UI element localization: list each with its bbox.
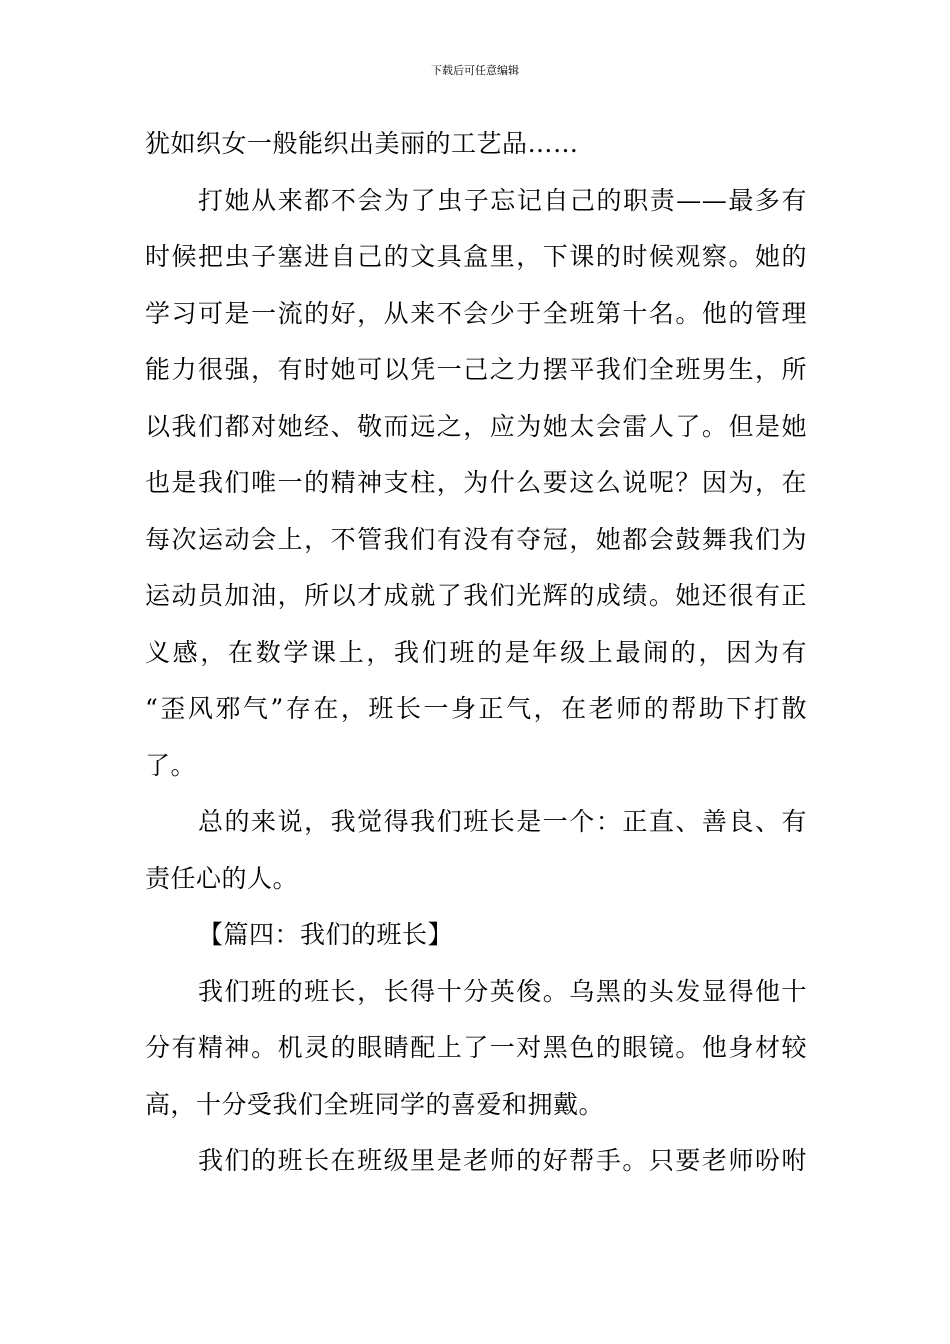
section-heading: 【篇四：我们的班长】 xyxy=(198,920,454,949)
text-line: 时候把虫子塞进自己的文具盒里，下课的时候观察。她的 xyxy=(145,242,807,271)
document-body xyxy=(145,116,807,1190)
text-line: 分有精神。机灵的眼睛配上了一对黑色的眼镜。他身材较 xyxy=(145,1033,807,1062)
text-line: 也是我们唯一的精神支柱，为什么要这么说呢？因为，在 xyxy=(145,468,807,497)
text-line: 高，十分受我们全班同学的喜爱和拥戴。 xyxy=(145,1089,605,1119)
text-line: 总的来说，我觉得我们班长是一个：正直、善良、有 xyxy=(198,807,807,836)
text-line: “歪风邪气”存在，班长一身正气，在老师的帮助下打散 xyxy=(145,694,807,723)
text-line: 了。 xyxy=(145,750,197,780)
text-line: 以我们都对她经、敬而远之，应为她太会雷人了。但是她 xyxy=(145,411,807,441)
text-line: 责任心的人。 xyxy=(145,863,299,893)
text-line: 能力很强，有时她可以凭一己之力摆平我们全班男生，所 xyxy=(145,355,807,384)
text-line: 每次运动会上，不管我们有没有夺冠，她都会鼓舞我们为 xyxy=(145,524,807,554)
text-line: 犹如织女一般能织出美丽的工艺品…… xyxy=(145,129,579,158)
page-header: 下载后可任意编辑 xyxy=(431,64,519,77)
text-line: 我们班的班长，长得十分英俊。乌黑的头发显得他十 xyxy=(198,976,807,1006)
text-line: 运动员加油，所以才成就了我们光辉的成绩。她还很有正 xyxy=(145,581,807,610)
text-line: 义感，在数学课上，我们班的是年级上最闹的，因为有 xyxy=(145,637,807,667)
text-line: 打她从来都不会为了虫子忘记自己的职责——最多有 xyxy=(198,185,807,215)
text-line: 学习可是一流的好，从来不会少于全班第十名。他的管理 xyxy=(145,298,807,328)
text-line: 我们的班长在班级里是老师的好帮手。只要老师吩咐 xyxy=(198,1146,807,1175)
